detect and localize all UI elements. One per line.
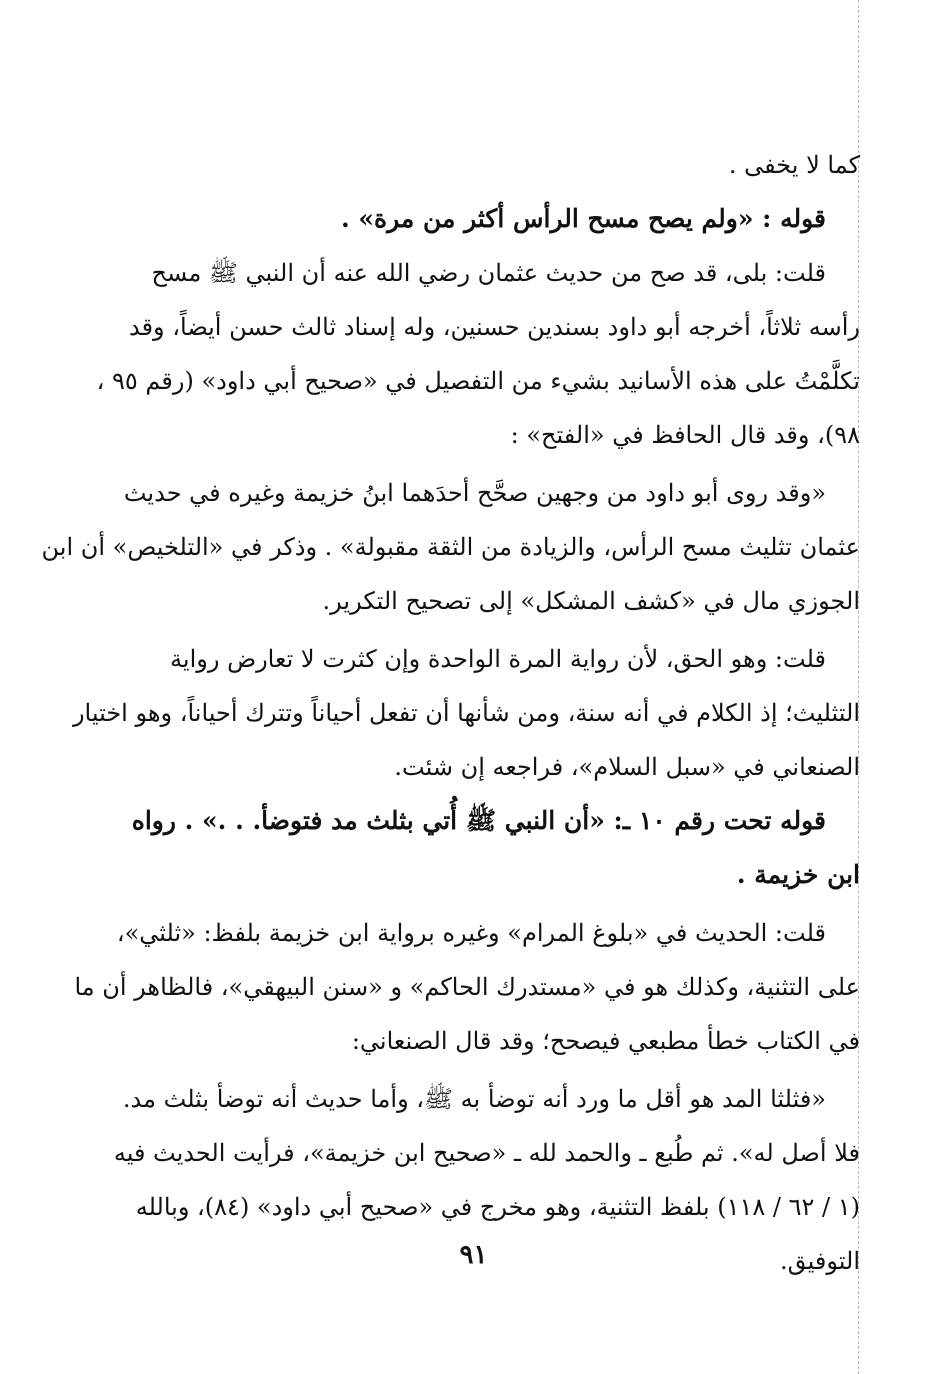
text-line: قلت: الحديث في «بلوغ المرام» وغيره برواية ابن خزيمة بلفظ: «ثلثي»، bbox=[116, 919, 826, 947]
text-line: كما لا يخفى . bbox=[728, 151, 860, 179]
quote-line: التوفيق. bbox=[780, 1247, 860, 1275]
section-heading: قوله : «ولم يصح مسح الرأس أكثر من مرة» . bbox=[340, 204, 826, 233]
section-heading: قوله تحت رقم ١٠ ـ: «أن النبي ﷺ أُتي بثلث مد فتوضأ. . .» . رواه bbox=[131, 806, 826, 835]
quote-line: عثمان تثليث مسح الرأس، والزيادة من الثقة مقبولة» . وذكر في «التلخيص» أن ابن bbox=[41, 533, 860, 561]
text-line: تكلَّمْتُ على هذه الأسانيد بشيء من التفصيل في «صحيح أبي داود» (رقم ٩٥ ، bbox=[96, 367, 860, 395]
text-line: على التثنية، وكذلك هو في «مستدرك الحاكم» و «سنن البيهقي»، فالظاهر أن ما bbox=[74, 973, 860, 1001]
quote-line: الجوزي مال في «كشف المشكل» إلى تصحيح التكرير. bbox=[322, 587, 860, 615]
text-line: رأسه ثلاثاً، أخرجه أبو داود بسندين حسنين، وله إسناد ثالث حسن أيضاً، وقد bbox=[128, 313, 860, 341]
section-heading: ابن خزيمة . bbox=[736, 860, 860, 889]
page-body-text bbox=[41, 138, 860, 1288]
page-number: ٩١ bbox=[459, 1240, 488, 1270]
quote-line: «فثلثا المد هو أقل ما ورد أنه توضأ به ﷺ، وأما حديث أنه توضأ بثلث مد. bbox=[122, 1085, 826, 1113]
quote-line: «وقد روى أبو داود من وجهين صحَّح أحدَهما ابنُ خزيمة وغيره في حديث bbox=[123, 479, 826, 507]
quote-line: (١ / ٦٢ / ١١٨) بلفظ التثنية، وهو مخرج في «صحيح أبي داود» (٨٤)، وبالله bbox=[135, 1193, 860, 1221]
text-line: التثليث؛ إذ الكلام في أنه سنة، ومن شأنها أن تفعل أحياناً وتترك أحياناً، وهو اختيار bbox=[72, 699, 860, 727]
quote-line: فلا أصل له». ثم طُبع ـ والحمد لله ـ «صحيح ابن خزيمة»، فرأيت الحديث فيه bbox=[113, 1139, 860, 1167]
text-line: في الكتاب خطأ مطبعي فيصحح؛ وقد قال الصنعاني: bbox=[351, 1027, 860, 1055]
text-line: قلت: وهو الحق، لأن رواية المرة الواحدة وإن كثرت لا تعارض رواية bbox=[170, 645, 826, 673]
text-line: الصنعاني في «سبل السلام»، فراجعه إن شئت. bbox=[394, 753, 860, 781]
text-line: قلت: بلى، قد صح من حديث عثمان رضي الله عنه أن النبي ﷺ مسح bbox=[151, 259, 826, 287]
text-line: ٩٨)، وقد قال الحافظ في «الفتح» : bbox=[510, 421, 860, 449]
